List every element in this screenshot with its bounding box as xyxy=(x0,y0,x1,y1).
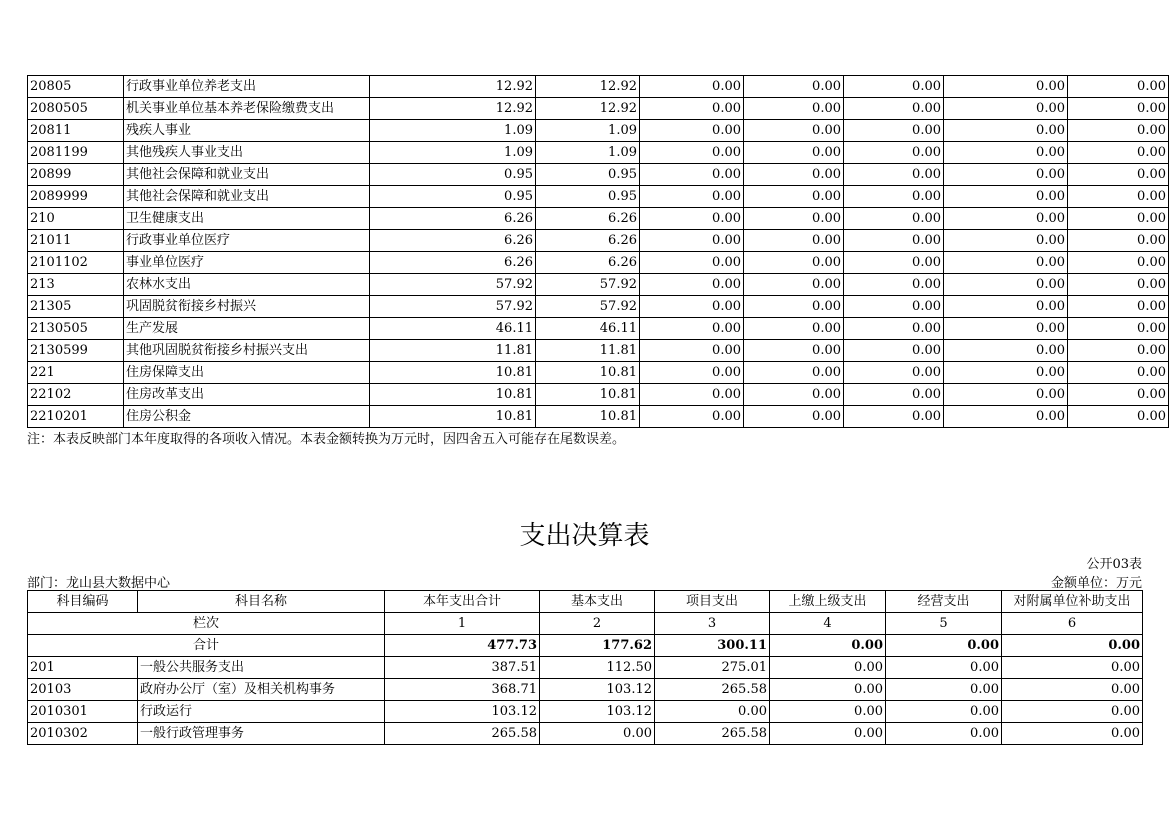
subject-name-cell: 其他社会保障和就业支出 xyxy=(124,164,370,186)
amount-cell: 0.00 xyxy=(1068,340,1169,362)
amount-cell: 0.00 xyxy=(1068,274,1169,296)
subject-code-cell: 20899 xyxy=(28,164,124,186)
amount-cell: 0.00 xyxy=(844,318,944,340)
amount-cell: 0.00 xyxy=(640,362,744,384)
table-row xyxy=(28,362,1169,384)
amount-cell: 0.00 xyxy=(844,406,944,428)
subject-code-cell: 20805 xyxy=(28,76,124,98)
amount-cell: 0.00 xyxy=(640,230,744,252)
amount-cell: 0.00 xyxy=(640,98,744,120)
income-table-continued xyxy=(27,75,1169,428)
subject-code-cell: 22102 xyxy=(28,384,124,406)
amount-cell: 10.81 xyxy=(536,362,640,384)
amount-cell: 0.00 xyxy=(844,252,944,274)
amount-cell: 0.00 xyxy=(744,208,844,230)
amount-cell: 6.26 xyxy=(536,208,640,230)
amount-cell: 0.00 xyxy=(640,186,744,208)
amount-cell: 275.01 xyxy=(655,657,770,679)
page-title: 支出决算表 xyxy=(519,521,650,551)
amount-cell: 112.50 xyxy=(540,657,655,679)
amount-cell: 0.00 xyxy=(844,142,944,164)
amount-cell: 0.00 xyxy=(944,384,1068,406)
amount-cell: 10.81 xyxy=(536,384,640,406)
amount-cell: 0.00 xyxy=(640,120,744,142)
subject-code-cell: 221 xyxy=(28,362,124,384)
amount-cell: 0.00 xyxy=(744,76,844,98)
amount-cell: 0.00 xyxy=(844,120,944,142)
amount-cell: 0.00 xyxy=(1068,208,1169,230)
amount-cell: 12.92 xyxy=(536,76,640,98)
amount-cell: 387.51 xyxy=(385,657,540,679)
table-row xyxy=(28,657,1143,679)
subject-name-cell: 机关事业单位基本养老保险缴费支出 xyxy=(124,98,370,120)
amount-cell: 0.00 xyxy=(1068,384,1169,406)
subject-name-cell: 住房保障支出 xyxy=(124,362,370,384)
subject-code-cell: 2010302 xyxy=(28,723,138,745)
amount-cell: 0.00 xyxy=(640,252,744,274)
total-value: 0.00 xyxy=(1002,635,1143,657)
subject-code-cell: 2130599 xyxy=(28,340,124,362)
subject-name-cell: 残疾人事业 xyxy=(124,120,370,142)
amount-cell: 0.00 xyxy=(744,318,844,340)
amount-cell: 0.00 xyxy=(744,142,844,164)
amount-cell: 0.00 xyxy=(944,230,1068,252)
amount-cell: 0.00 xyxy=(886,679,1002,701)
header-cell: 上缴上级支出 xyxy=(770,591,886,613)
amount-cell: 10.81 xyxy=(370,406,536,428)
amount-cell: 0.95 xyxy=(370,186,536,208)
amount-cell: 57.92 xyxy=(370,274,536,296)
amount-cell: 0.00 xyxy=(640,208,744,230)
amount-cell: 0.00 xyxy=(944,120,1068,142)
amount-cell: 265.58 xyxy=(385,723,540,745)
amount-cell: 1.09 xyxy=(370,142,536,164)
amount-cell: 10.81 xyxy=(370,384,536,406)
amount-cell: 0.00 xyxy=(944,252,1068,274)
amount-cell: 0.00 xyxy=(1068,142,1169,164)
amount-cell: 103.12 xyxy=(540,679,655,701)
amount-cell: 0.00 xyxy=(944,208,1068,230)
amount-cell: 0.00 xyxy=(944,142,1068,164)
amount-cell: 0.00 xyxy=(744,230,844,252)
amount-cell: 103.12 xyxy=(540,701,655,723)
table-row xyxy=(28,98,1169,120)
header-cell: 科目名称 xyxy=(138,591,385,613)
amount-cell: 46.11 xyxy=(370,318,536,340)
amount-cell: 0.00 xyxy=(640,142,744,164)
amount-cell: 10.81 xyxy=(370,362,536,384)
amount-cell: 0.00 xyxy=(844,98,944,120)
amount-cell: 0.00 xyxy=(844,164,944,186)
table-row xyxy=(28,679,1143,701)
amount-cell: 0.00 xyxy=(744,164,844,186)
subject-code-cell: 21011 xyxy=(28,230,124,252)
header-cell: 经营支出 xyxy=(886,591,1002,613)
amount-cell: 0.95 xyxy=(536,164,640,186)
subject-name-cell: 卫生健康支出 xyxy=(124,208,370,230)
subject-code-cell: 2081199 xyxy=(28,142,124,164)
amount-cell: 0.00 xyxy=(744,362,844,384)
amount-cell: 0.00 xyxy=(770,701,886,723)
amount-cell: 0.00 xyxy=(886,723,1002,745)
table-row xyxy=(28,406,1169,428)
amount-cell: 265.58 xyxy=(655,723,770,745)
amount-cell: 0.00 xyxy=(640,296,744,318)
amount-cell: 0.00 xyxy=(744,384,844,406)
amount-cell: 0.00 xyxy=(1068,406,1169,428)
amount-cell: 0.00 xyxy=(886,701,1002,723)
subject-code-cell: 20103 xyxy=(28,679,138,701)
amount-cell: 0.00 xyxy=(844,362,944,384)
amount-cell: 0.00 xyxy=(640,164,744,186)
amount-cell: 57.92 xyxy=(536,296,640,318)
amount-cell: 0.00 xyxy=(844,76,944,98)
header-cell: 对附属单位补助支出 xyxy=(1002,591,1143,613)
amount-cell: 0.00 xyxy=(944,340,1068,362)
amount-cell: 368.71 xyxy=(385,679,540,701)
amount-cell: 0.00 xyxy=(770,657,886,679)
table-row xyxy=(28,230,1169,252)
amount-cell: 1.09 xyxy=(536,142,640,164)
subject-code-cell: 20811 xyxy=(28,120,124,142)
table-row xyxy=(28,274,1169,296)
subject-code-cell: 2210201 xyxy=(28,406,124,428)
subject-code-cell: 213 xyxy=(28,274,124,296)
subject-name-cell: 其他残疾人事业支出 xyxy=(124,142,370,164)
amount-cell: 0.00 xyxy=(1068,230,1169,252)
table-row xyxy=(28,120,1169,142)
subject-name-cell: 一般公共服务支出 xyxy=(138,657,385,679)
subject-name-cell: 行政运行 xyxy=(138,701,385,723)
subject-code-cell: 2080505 xyxy=(28,98,124,120)
total-row xyxy=(28,635,1143,657)
amount-cell: 0.00 xyxy=(944,186,1068,208)
subject-name-cell: 住房改革支出 xyxy=(124,384,370,406)
amount-cell: 12.92 xyxy=(370,76,536,98)
amount-cell: 10.81 xyxy=(536,406,640,428)
amount-cell: 0.00 xyxy=(744,296,844,318)
amount-cell: 0.00 xyxy=(844,296,944,318)
total-value: 177.62 xyxy=(540,635,655,657)
amount-cell: 0.00 xyxy=(1068,76,1169,98)
table-row xyxy=(28,76,1169,98)
column-number: 4 xyxy=(770,613,886,635)
total-value: 300.11 xyxy=(655,635,770,657)
subject-name-cell: 行政事业单位医疗 xyxy=(124,230,370,252)
amount-cell: 0.00 xyxy=(1002,657,1143,679)
column-number: 3 xyxy=(655,613,770,635)
amount-cell: 0.00 xyxy=(744,340,844,362)
unit-label: 金额单位：万元 xyxy=(1050,576,1142,591)
table-row xyxy=(28,318,1169,340)
subject-name-cell: 行政事业单位养老支出 xyxy=(124,76,370,98)
amount-cell: 57.92 xyxy=(370,296,536,318)
amount-cell: 0.00 xyxy=(640,76,744,98)
amount-cell: 0.00 xyxy=(844,340,944,362)
amount-cell: 0.00 xyxy=(640,274,744,296)
table-row xyxy=(28,296,1169,318)
table-row xyxy=(28,723,1143,745)
table-row xyxy=(28,384,1169,406)
amount-cell: 57.92 xyxy=(536,274,640,296)
amount-cell: 0.00 xyxy=(770,679,886,701)
total-value: 0.00 xyxy=(770,635,886,657)
amount-cell: 0.00 xyxy=(640,340,744,362)
amount-cell: 0.00 xyxy=(1002,679,1143,701)
total-value: 0.00 xyxy=(886,635,1002,657)
subject-name-cell: 住房公积金 xyxy=(124,406,370,428)
subject-name-cell: 事业单位医疗 xyxy=(124,252,370,274)
amount-cell: 0.00 xyxy=(944,98,1068,120)
subject-code-cell: 2089999 xyxy=(28,186,124,208)
subject-name-cell: 农林水支出 xyxy=(124,274,370,296)
amount-cell: 0.95 xyxy=(536,186,640,208)
table-row xyxy=(28,701,1143,723)
subject-name-cell: 巩固脱贫衔接乡村振兴 xyxy=(124,296,370,318)
amount-cell: 0.00 xyxy=(640,318,744,340)
amount-cell: 0.00 xyxy=(744,120,844,142)
header-cell: 项目支出 xyxy=(655,591,770,613)
amount-cell: 265.58 xyxy=(655,679,770,701)
amount-cell: 0.00 xyxy=(540,723,655,745)
amount-cell: 6.26 xyxy=(370,208,536,230)
header-cell: 科目编码 xyxy=(28,591,138,613)
amount-cell: 0.00 xyxy=(944,406,1068,428)
amount-cell: 0.00 xyxy=(944,362,1068,384)
subject-code-cell: 21305 xyxy=(28,296,124,318)
amount-cell: 0.00 xyxy=(744,252,844,274)
amount-cell: 0.00 xyxy=(844,230,944,252)
amount-cell: 0.95 xyxy=(370,164,536,186)
table-row xyxy=(28,340,1169,362)
amount-cell: 0.00 xyxy=(844,208,944,230)
header-row xyxy=(28,591,1143,613)
total-label: 合计 xyxy=(28,635,385,657)
amount-cell: 6.26 xyxy=(370,230,536,252)
amount-cell: 0.00 xyxy=(844,186,944,208)
amount-cell: 0.00 xyxy=(944,76,1068,98)
amount-cell: 0.00 xyxy=(1068,186,1169,208)
amount-cell: 0.00 xyxy=(1068,98,1169,120)
amount-cell: 0.00 xyxy=(744,186,844,208)
amount-cell: 0.00 xyxy=(640,406,744,428)
table-row xyxy=(28,164,1169,186)
amount-cell: 0.00 xyxy=(944,274,1068,296)
amount-cell: 0.00 xyxy=(770,723,886,745)
amount-cell: 1.09 xyxy=(370,120,536,142)
amount-cell: 103.12 xyxy=(385,701,540,723)
table-row xyxy=(28,252,1169,274)
amount-cell: 0.00 xyxy=(1068,120,1169,142)
subject-name-cell: 其他巩固脱贫衔接乡村振兴支出 xyxy=(124,340,370,362)
amount-cell: 0.00 xyxy=(1068,164,1169,186)
amount-cell: 6.26 xyxy=(370,252,536,274)
expenditure-table xyxy=(27,590,1143,745)
form-code: 公开03表 xyxy=(1086,557,1142,572)
amount-cell: 0.00 xyxy=(744,274,844,296)
amount-cell: 0.00 xyxy=(844,274,944,296)
column-number-row xyxy=(28,613,1143,635)
subject-code-cell: 210 xyxy=(28,208,124,230)
table-row xyxy=(28,142,1169,164)
amount-cell: 1.09 xyxy=(536,120,640,142)
amount-cell: 0.00 xyxy=(640,384,744,406)
subject-name-cell: 其他社会保障和就业支出 xyxy=(124,186,370,208)
amount-cell: 0.00 xyxy=(1068,318,1169,340)
table-note: 注：本表反映部门本年度取得的各项收入情况。本表金额转换为万元时，因四舍五入可能存在尾数误差。 xyxy=(27,432,626,447)
table-row xyxy=(28,186,1169,208)
amount-cell: 46.11 xyxy=(536,318,640,340)
column-number: 2 xyxy=(540,613,655,635)
amount-cell: 11.81 xyxy=(536,340,640,362)
amount-cell: 0.00 xyxy=(744,406,844,428)
amount-cell: 12.92 xyxy=(536,98,640,120)
subject-code-cell: 2101102 xyxy=(28,252,124,274)
header-cell: 基本支出 xyxy=(540,591,655,613)
column-label: 栏次 xyxy=(28,613,385,635)
amount-cell: 0.00 xyxy=(655,701,770,723)
amount-cell: 0.00 xyxy=(944,296,1068,318)
column-number: 5 xyxy=(886,613,1002,635)
amount-cell: 0.00 xyxy=(1002,723,1143,745)
header-cell: 本年支出合计 xyxy=(385,591,540,613)
amount-cell: 0.00 xyxy=(1068,296,1169,318)
subject-code-cell: 2130505 xyxy=(28,318,124,340)
amount-cell: 12.92 xyxy=(370,98,536,120)
amount-cell: 0.00 xyxy=(844,384,944,406)
subject-code-cell: 201 xyxy=(28,657,138,679)
amount-cell: 6.26 xyxy=(536,252,640,274)
amount-cell: 0.00 xyxy=(886,657,1002,679)
column-number: 6 xyxy=(1002,613,1143,635)
amount-cell: 11.81 xyxy=(370,340,536,362)
column-number: 1 xyxy=(385,613,540,635)
department-label: 部门：龙山县大数据中心 xyxy=(27,576,171,591)
amount-cell: 6.26 xyxy=(536,230,640,252)
amount-cell: 0.00 xyxy=(744,98,844,120)
amount-cell: 0.00 xyxy=(1068,252,1169,274)
subject-code-cell: 2010301 xyxy=(28,701,138,723)
total-value: 477.73 xyxy=(385,635,540,657)
amount-cell: 0.00 xyxy=(1002,701,1143,723)
subject-name-cell: 政府办公厅（室）及相关机构事务 xyxy=(138,679,385,701)
subject-name-cell: 生产发展 xyxy=(124,318,370,340)
table-row xyxy=(28,208,1169,230)
subject-name-cell: 一般行政管理事务 xyxy=(138,723,385,745)
amount-cell: 0.00 xyxy=(944,164,1068,186)
amount-cell: 0.00 xyxy=(1068,362,1169,384)
amount-cell: 0.00 xyxy=(944,318,1068,340)
